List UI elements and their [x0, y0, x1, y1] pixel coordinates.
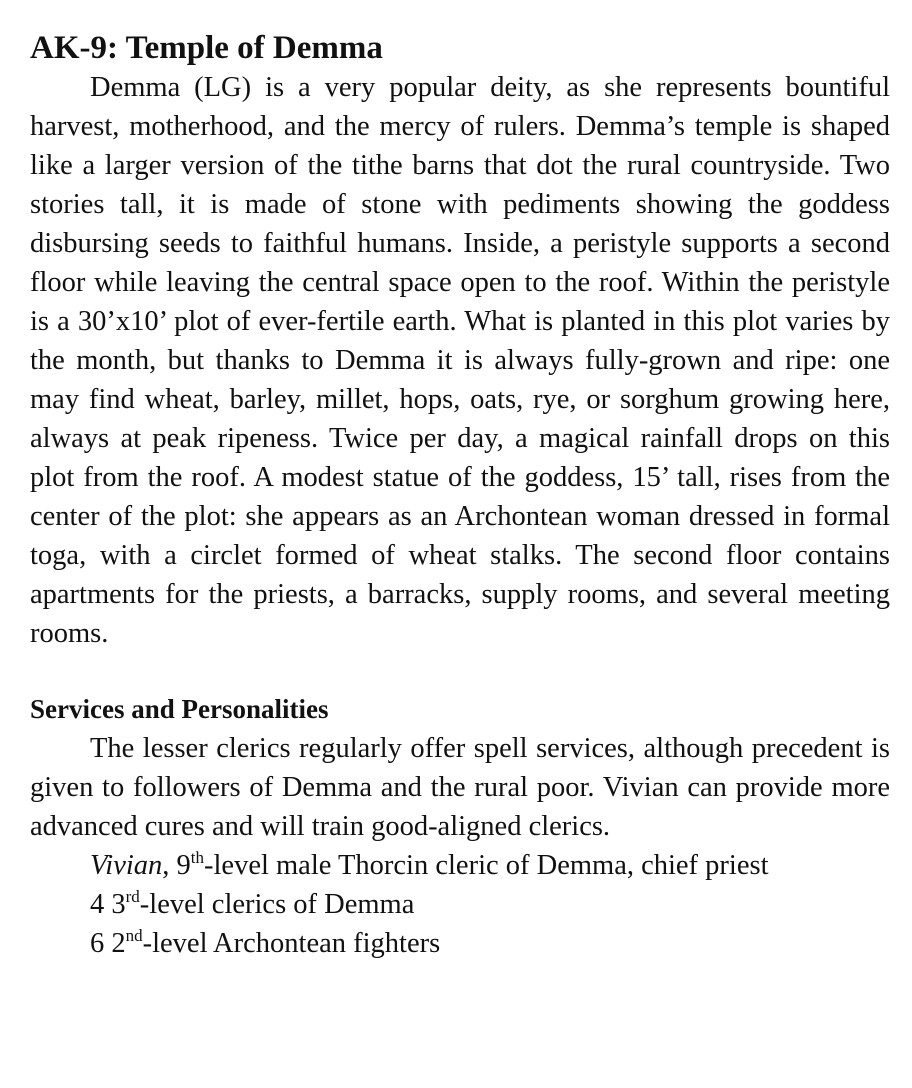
personalities-list — [30, 846, 890, 963]
document-page — [30, 28, 890, 963]
section-title: AK-9: Temple of Demma — [30, 30, 383, 66]
services-text: The lesser clerics regularly offer spell services, although precedent is given to followers of Demma and the rural poor. Vivian can provide more advanced cures and will train good-aligned clerics. — [30, 733, 890, 842]
npc-entry-clerics: 4 3rd-level clerics of Demma — [90, 887, 415, 920]
npc-entry-vivian: Vivian, 9th-level male Thorcin cleric of Demma, chief priest — [90, 848, 769, 881]
npc-entry-fighters: 6 2nd-level Archontean fighters — [90, 926, 441, 959]
temple-description: Demma (LG) is a very popular deity, as she represents bountiful harvest, motherhood, and the mercy of rulers. Demma’s temple is shaped like a larger version of the tithe barns that dot the rural countryside. Two stories tall, it is made of stone with pediments showing the goddess disbursing seeds to faithful humans. Inside, a peristyle supports a second floor while leaving the central space open to the roof. Within the peristyle is a 30’x10’ plot of ever-fertile earth. What is planted in this plot varies by the month, but thanks to Demma it is always fully-grown and ripe: one may find wheat, barley, millet, hops, oats, rye, or sorghum growing here, always at peak ripeness. Twice per day, a magical rainfall drops on this plot from the roof. A modest statue of the goddess, 15’ tall, rises from the center of the plot: she appears as an Archontean woman dressed in formal toga, with a circlet formed of wheat stalks. The second floor contains apartments for the priests, a barracks, supply rooms, and several meeting rooms. — [30, 72, 890, 649]
services-heading: Services and Personalities — [30, 694, 329, 724]
npc-name: Vivian — [90, 850, 163, 881]
